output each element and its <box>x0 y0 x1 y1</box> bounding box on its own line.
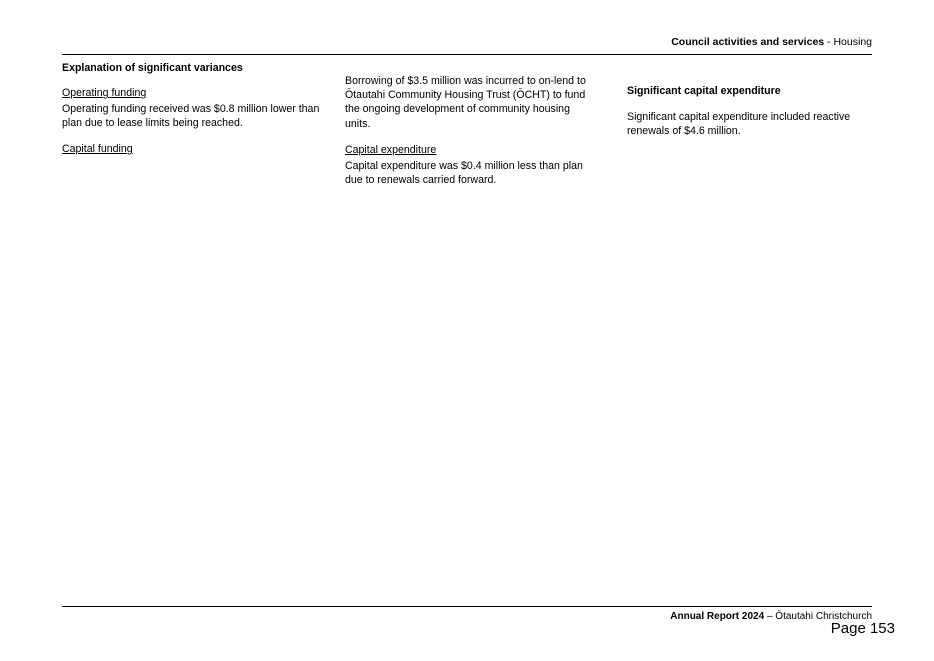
header-section-title: Council activities and services <box>671 36 825 48</box>
capital-funding-continuation-text: Borrowing of $3.5 million was incurred to on-lend to Ōtautahi Community Housing Trust (ŌCHT) to fund the ongoing development of community housing units. <box>345 75 586 130</box>
header-divider <box>62 54 872 55</box>
operating-funding-subheading: Operating funding <box>62 87 147 100</box>
significant-capital-expenditure-text: Significant capital expenditure included reactive renewals of $4.6 million. <box>627 111 851 138</box>
operating-funding-text: Operating funding received was $0.8 million lower than plan due to lease limits being reached. <box>62 103 320 130</box>
footer-report-suffix: – Ōtautahi Christchurch <box>764 611 872 622</box>
running-header <box>62 36 872 49</box>
header-subsection: Housing <box>833 36 872 48</box>
column-middle <box>345 74 590 187</box>
capital-funding-continuation-block <box>345 74 590 131</box>
footer-report-title: Annual Report 2024 <box>670 611 765 622</box>
variance-block-capital-expenditure <box>345 144 590 187</box>
column-right <box>627 85 877 139</box>
variance-block-capital-funding <box>62 143 324 157</box>
variance-block-operating-funding <box>62 87 324 130</box>
explanation-of-significant-variances-heading: Explanation of significant variances <box>62 62 243 74</box>
capital-funding-subheading: Capital funding <box>62 143 133 156</box>
capital-expenditure-subheading: Capital expenditure <box>345 143 437 156</box>
column-left <box>62 62 324 158</box>
page-number: Page 153 <box>830 620 895 637</box>
footer-divider <box>62 606 872 607</box>
capital-expenditure-text: Capital expenditure was $0.4 million less than plan due to renewals carried forward. <box>345 159 583 186</box>
significant-capital-expenditure-heading: Significant capital expenditure <box>627 85 781 97</box>
header-separator: - <box>824 36 834 48</box>
